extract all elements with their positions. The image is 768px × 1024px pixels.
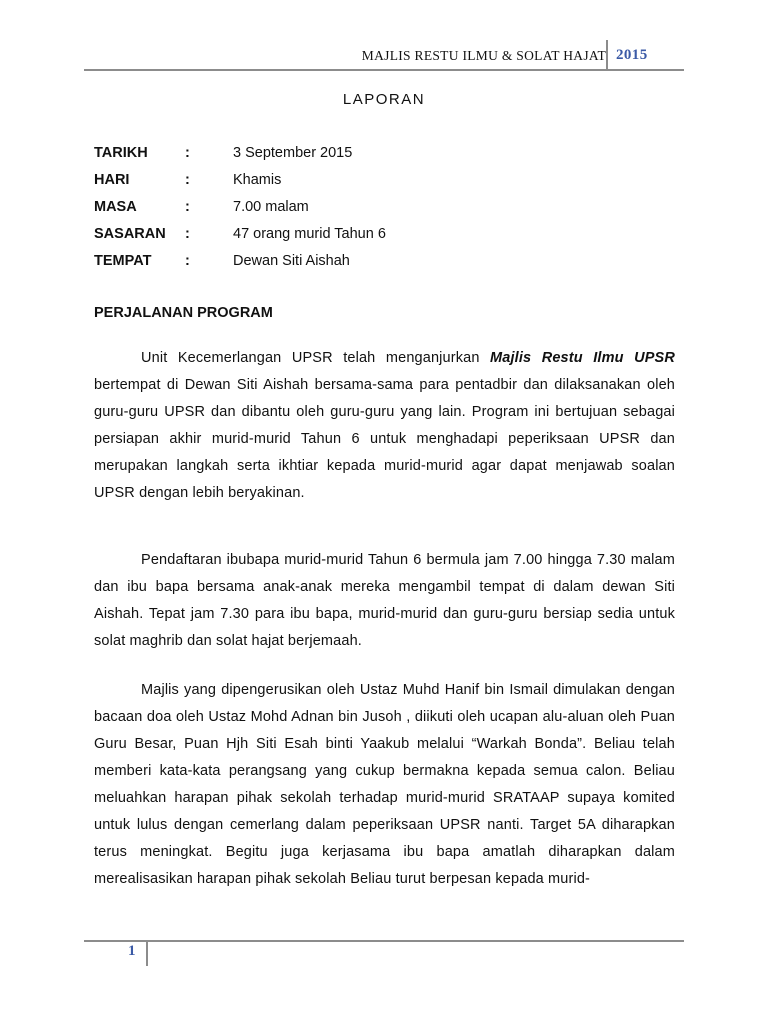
header-rule [84,69,684,71]
paragraph-1-body: bertempat di Dewan Siti Aishah bersama-sama para pentadbir dan dilaksanakan oleh guru-guru UPSR dan dibantu oleh guru-guru yang lain. Program ini bertujuan sebagai persiapan akhir murid-murid Tahun 6 untuk menghadapi peperiksaan UPSR dan merupakan langkah serta ikhtiar kepada murid-murid agar dapat menjawab soalan UPSR dengan lebih beryakinan. [94,377,675,501]
program-name-emphasis: Majlis Restu Ilmu UPSR [490,350,675,366]
paragraph-1-intro: Unit Kecemerlangan UPSR telah menganjurkan [141,350,491,366]
document-title: LAPORAN [342,91,426,108]
info-colon: : [185,253,190,269]
info-row-hari [94,172,694,199]
info-colon: : [185,226,190,242]
paragraph-3-text: Majlis yang dipengerusikan oleh Ustaz Muhd Hanif bin Ismail dimulakan dengan bacaan doa oleh Ustaz Mohd Adnan bin Jusoh , diikuti oleh ucapan alu-aluan oleh Puan Guru Besar, Puan Hjh Siti Esah binti Yaakub melalui “Warkah Bonda”. Beliau telah memberi kata-kata perangsang yang cukup bermakna kepada semua calon. Beliau meluahkan harapan pihak sekolah terhadap murid-murid SRATAAP supaya komited untuk lulus dengan cemerlang dalam peperiksaan UPSR nanti. Target 5A diharapkan terus meningkat. Begitu juga kerjasama ibu bapa amatlah diharapkan dalam merealisasikan harapan pihak sekolah Beliau turut berpesan kepada murid- [94,682,675,887]
info-value: 7.00 malam [233,199,309,215]
info-label: TARIKH [94,145,148,161]
info-row-tarikh [94,145,694,172]
info-label: HARI [94,172,130,188]
info-colon: : [185,172,190,188]
info-value: Khamis [233,172,282,188]
info-label: MASA [94,199,137,215]
info-row-tempat [94,253,694,280]
info-row-sasaran [94,226,694,253]
info-colon: : [185,199,190,215]
paragraph-2-text: Pendaftaran ibubapa murid-murid Tahun 6 bermula jam 7.00 hingga 7.30 malam dan ibu bapa bersama anak-anak mereka mengambil tempat di dalam dewan Siti Aishah. Tepat jam 7.30 para ibu bapa, murid-murid dan guru-guru bersiap sedia untuk solat maghrib dan solat hajat berjemaah. [94,552,675,649]
running-header-title: MAJLIS RESTU ILMU & SOLAT HAJAT [361,48,606,63]
paragraph-3 [94,677,675,893]
running-header-year: 2015 [616,47,648,63]
info-row-masa [94,199,694,226]
info-value: Dewan Siti Aishah [233,253,350,269]
info-colon: : [185,145,190,161]
info-label: SASARAN [94,226,166,242]
paragraph-1 [94,345,675,507]
info-value: 3 September 2015 [233,145,353,161]
page-number: 1 [128,943,136,959]
info-table [94,145,694,280]
paragraph-2 [94,547,675,655]
footer-divider [146,940,148,966]
info-value: 47 orang murid Tahun 6 [233,226,386,242]
section-heading: PERJALANAN PROGRAM [94,305,273,321]
header-divider [606,40,608,70]
info-label: TEMPAT [94,253,152,269]
footer-rule [84,940,684,942]
